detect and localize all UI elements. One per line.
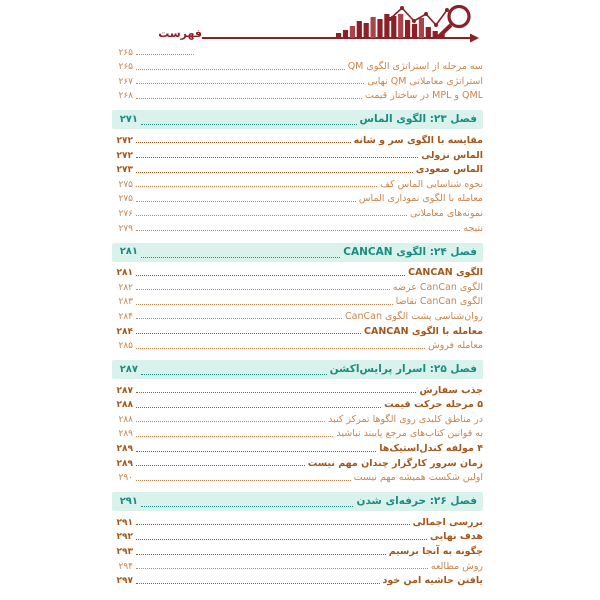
dotted-leader xyxy=(136,554,386,555)
toc-entry-row xyxy=(112,132,483,147)
entry-title: QML و MPL در ساختار قیمت xyxy=(364,90,483,102)
bar xyxy=(426,27,431,38)
toc-entry-row xyxy=(112,411,483,426)
toc-entry-row xyxy=(112,338,483,353)
chapter-section xyxy=(112,110,483,234)
bar xyxy=(405,20,410,38)
dotted-leader xyxy=(136,172,413,173)
entry-title: هدف نهایی xyxy=(429,531,483,543)
entry-page-number: ۲۶۵ xyxy=(118,47,133,58)
entry-title: ۴ مولفه کندل‌استیک‌ها xyxy=(379,443,483,455)
entry-title: زمان سرور کارگزار چندان مهم نیست xyxy=(307,457,483,469)
bar xyxy=(398,14,403,38)
dotted-leader xyxy=(136,539,427,540)
dotted-leader xyxy=(136,480,351,481)
entry-title: نحوه شناسایی الماس کف xyxy=(380,178,483,190)
entry-page-number: ۲۶۸ xyxy=(118,91,133,102)
toc-entry-row xyxy=(112,147,483,162)
entry-page-number: ۲۹۴ xyxy=(118,561,133,572)
chapter-title: فصل ۲۶: حرفه‌ای شدن xyxy=(356,495,477,508)
dotted-leader xyxy=(136,568,428,569)
toc-entry-row xyxy=(112,440,483,455)
entry-title: مقایسه با الگوی سر و شانه xyxy=(353,134,483,146)
toc-entry-row xyxy=(112,59,483,74)
entry-page-number: ۲۸۲ xyxy=(118,282,133,293)
toc-section xyxy=(112,44,483,102)
bar xyxy=(371,17,376,38)
dotted-leader xyxy=(136,524,410,525)
toc-entry-row xyxy=(112,205,483,220)
dotted-leader xyxy=(136,451,376,452)
dotted-leader xyxy=(136,142,351,143)
chapter-title: فصل ۲۳: الگوی الماس xyxy=(359,113,477,126)
dotted-leader xyxy=(136,215,407,216)
bar xyxy=(357,21,362,38)
entry-page-number: ۲۹۲ xyxy=(116,532,133,543)
entry-page-number: ۲۷۵ xyxy=(118,179,133,190)
chapter-page-number: ۲۹۱ xyxy=(119,495,138,507)
entry-title: استراتژی معاملاتی QM نهایی xyxy=(367,75,483,87)
chapter-title: فصل ۲۴: الگوی CANCAN xyxy=(343,245,477,258)
bar xyxy=(419,18,424,38)
bar xyxy=(336,33,341,38)
chapter-page-number: ۲۷۱ xyxy=(119,113,138,125)
dotted-leader xyxy=(136,348,425,349)
entry-page-number: ۲۸۵ xyxy=(118,341,133,352)
chapter-header-row xyxy=(112,110,483,129)
dotted-leader xyxy=(141,506,353,507)
entry-page-number: ۲۸۴ xyxy=(118,311,133,322)
dotted-leader xyxy=(141,257,340,258)
entry-title: در مناطق کلیدی روی الگوها تمرکز کنید xyxy=(328,413,483,425)
bar xyxy=(343,30,348,38)
toc-entry-row xyxy=(112,543,483,558)
toc-entry-row xyxy=(112,220,483,235)
dotted-leader xyxy=(136,275,405,276)
entry-title: الگوی CANCAN xyxy=(408,267,483,279)
dotted-leader xyxy=(136,465,305,466)
toc-entry-row xyxy=(112,88,483,103)
dotted-leader xyxy=(136,69,345,70)
entry-title: چگونه به آنجا برسیم xyxy=(388,546,483,558)
entry-page-number: ۲۷۳ xyxy=(116,165,133,176)
contents-title: فهرست xyxy=(158,27,202,40)
toc-entry-row xyxy=(112,162,483,177)
toc-entry-row xyxy=(112,279,483,294)
entry-title: الماس نزولی xyxy=(421,149,483,161)
dotted-leader xyxy=(136,83,364,84)
chapter-section xyxy=(112,492,483,587)
entry-title: ۵ مرحله حرکت قیمت xyxy=(384,399,483,411)
dotted-leader xyxy=(136,407,381,408)
dotted-leader xyxy=(141,124,357,125)
entry-title: معامله فروش xyxy=(428,340,483,352)
entry-title: جذب سفارش xyxy=(419,384,483,396)
toc-entry-row xyxy=(112,558,483,573)
entry-page-number: ۲۹۷ xyxy=(116,576,133,587)
chapter-title: فصل ۲۵: اسرار پرایس‌اکشن xyxy=(329,363,477,376)
dotted-leader xyxy=(136,392,416,393)
dotted-leader xyxy=(136,421,325,422)
dotted-leader xyxy=(141,374,327,375)
toc-entry-row xyxy=(112,73,483,88)
entry-title: روان‌شناسی پشت الگوی CanCan xyxy=(345,310,483,322)
toc-entry-row xyxy=(112,514,483,529)
chapter-page-number: ۲۸۷ xyxy=(119,363,138,375)
toc-entry-row xyxy=(112,470,483,485)
entry-title: معامله با الگوی CANCAN xyxy=(364,325,483,337)
entry-title: الگوی CanCan تقاضا xyxy=(395,296,483,308)
dotted-leader xyxy=(136,436,333,437)
entry-page-number: ۲۸۹ xyxy=(118,429,133,440)
entry-page-number: ۲۷۵ xyxy=(118,194,133,205)
chapter-header-row xyxy=(112,360,483,379)
entry-page-number: ۲۷۶ xyxy=(118,208,133,219)
entry-page-number: ۲۸۷ xyxy=(116,385,133,396)
dotted-leader xyxy=(136,583,380,584)
entry-title: الگوی CanCan عرضه xyxy=(392,281,483,293)
entry-page-number: ۲۸۹ xyxy=(116,458,133,469)
bar xyxy=(433,31,438,38)
chapter-header-row xyxy=(112,492,483,511)
entry-title: معامله با الگوی نموداری الماس xyxy=(358,193,483,205)
dotted-leader xyxy=(136,230,460,231)
entry-title: نتیجه xyxy=(463,222,483,234)
bar xyxy=(364,23,369,38)
bar xyxy=(391,16,396,38)
chapter-page-number: ۲۸۱ xyxy=(119,246,138,258)
toc-entry-row xyxy=(112,308,483,323)
magnifier-icon xyxy=(438,7,469,38)
entry-page-number: ۲۷۹ xyxy=(118,223,133,234)
dotted-leader xyxy=(136,333,361,334)
bar xyxy=(377,19,382,38)
entry-page-number: ۲۹۳ xyxy=(116,547,133,558)
dotted-leader xyxy=(136,98,362,99)
chapter-section xyxy=(112,243,483,353)
toc-entry-row xyxy=(112,573,483,588)
bar xyxy=(350,26,355,38)
entry-title: یافتن حاشیه امن خود xyxy=(382,575,483,587)
toc-entry-row xyxy=(112,176,483,191)
toc-entry-row xyxy=(112,529,483,544)
dotted-leader xyxy=(136,289,390,290)
dotted-leader xyxy=(136,318,342,319)
entry-title: به قوانین کتاب‌های مرجع پایبند نباشید xyxy=(336,428,483,440)
toc-entry-row xyxy=(112,294,483,309)
line-chart-overlay xyxy=(388,6,449,27)
entry-page-number: ۲۸۴ xyxy=(116,326,133,337)
entry-page-number: ۲۶۷ xyxy=(118,76,133,87)
entry-page-number: ۲۸۸ xyxy=(118,414,133,425)
dotted-leader xyxy=(136,157,418,158)
dotted-leader xyxy=(136,201,356,202)
entry-title: روش مطالعه xyxy=(430,560,483,572)
dotted-leader xyxy=(136,304,393,305)
entry-page-number: ۲۸۳ xyxy=(118,297,133,308)
bar xyxy=(412,24,417,38)
entry-page-number: ۲۸۱ xyxy=(116,268,133,279)
dotted-leader xyxy=(136,186,377,187)
entry-page-number: ۲۷۲ xyxy=(116,135,133,146)
entry-title: نمونه‌های معاملاتی xyxy=(409,207,483,219)
entry-page-number: ۲۹۱ xyxy=(116,517,133,528)
toc-entry-row xyxy=(112,455,483,470)
entry-page-number: ۲۹۰ xyxy=(118,473,133,484)
chapter-header-row xyxy=(112,243,483,262)
toc-entry-row xyxy=(112,323,483,338)
toc-entry-row xyxy=(112,44,483,59)
dotted-leader xyxy=(136,54,194,55)
toc-entry-row xyxy=(112,265,483,280)
entry-title: بررسی اجمالی xyxy=(412,516,483,528)
entry-page-number: ۲۷۲ xyxy=(116,150,133,161)
toc-entry-row xyxy=(112,382,483,397)
bar-chart-magnifier-logo xyxy=(200,0,484,44)
entry-page-number: ۲۸۹ xyxy=(116,444,133,455)
entry-page-number: ۲۸۸ xyxy=(116,400,133,411)
entry-title: الماس صعودی xyxy=(415,164,483,176)
chapter-section xyxy=(112,360,483,484)
entry-title: اولین شکست همیشه مهم نیست xyxy=(353,472,483,484)
toc-entry-row xyxy=(112,191,483,206)
arrowhead-icon xyxy=(470,34,479,43)
toc-entry-row xyxy=(112,426,483,441)
table-of-contents xyxy=(112,44,483,587)
entry-page-number: ۲۶۵ xyxy=(118,62,133,73)
entry-title: سه مرحله از استراتژی الگوی QM xyxy=(347,61,483,73)
toc-entry-row xyxy=(112,397,483,412)
